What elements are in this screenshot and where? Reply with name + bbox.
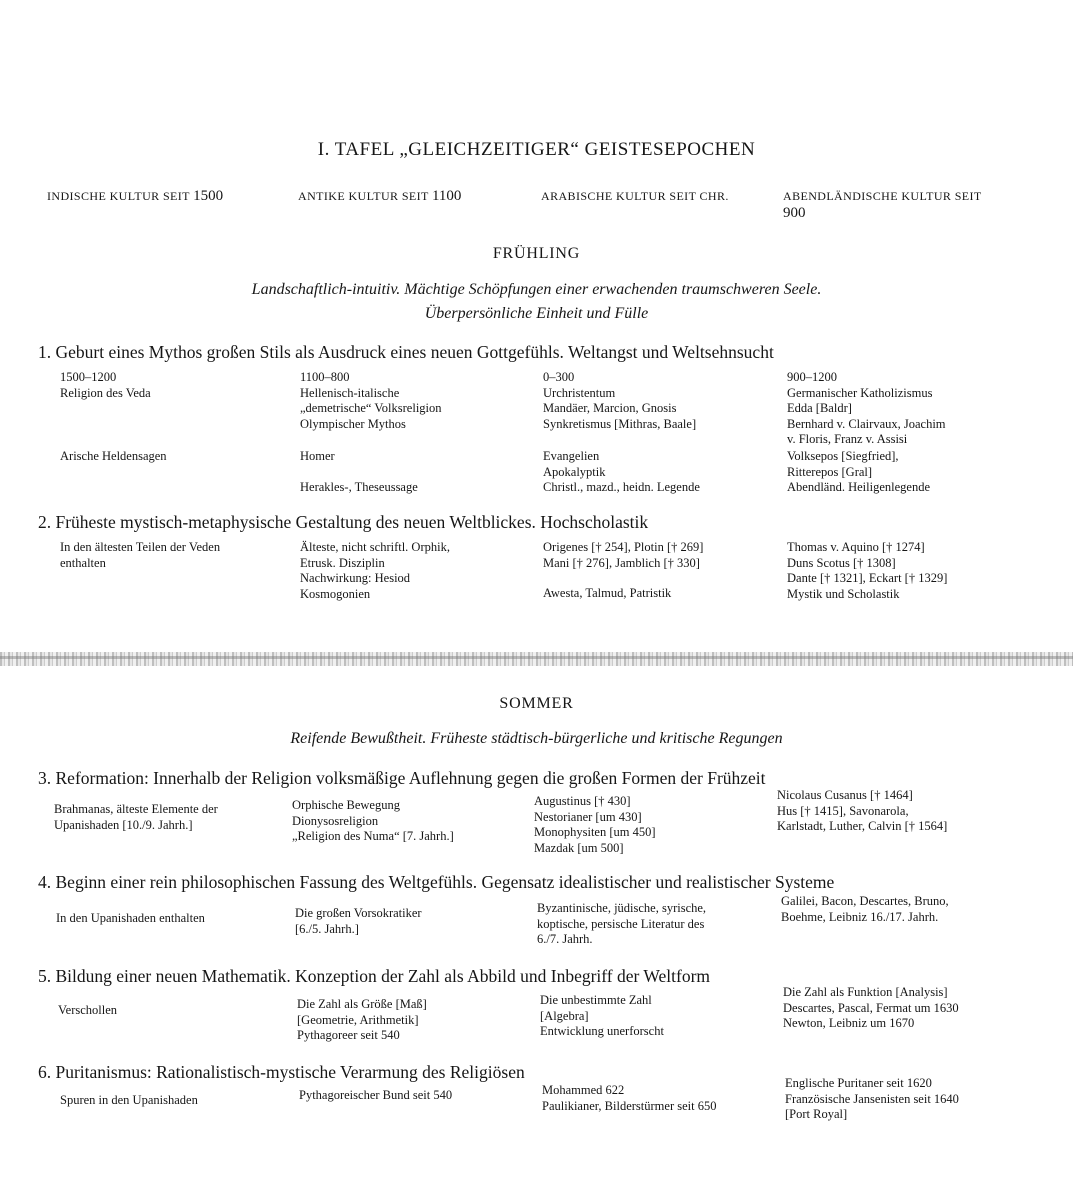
section-2-western: Thomas v. Aquino [† 1274] Duns Scotus [† 1308] Dante [† 1321], Eckart [† 1329] Mystik und Scholastik (787, 540, 948, 601)
table-title: I. TAFEL „GLEICHZEITIGER“ GEISTESEPOCHEN (317, 139, 756, 160)
section-6-indian: Spuren in den Upanishaden (60, 1093, 198, 1107)
culture-header-western (783, 188, 983, 222)
culture-header-antique (298, 188, 461, 205)
culture-year: 1500 (193, 188, 224, 204)
culture-header-arabic (541, 188, 729, 205)
section-4-arabic: Byzantinische, jüdische, syrische, koptische, persische Literatur des 6./7. Jahrh. (537, 901, 707, 946)
section-3-antique: Orphische Bewegung Dionysosreligion „Religion des Numa“ [7. Jahrh.] (292, 798, 454, 843)
section-4-indian: In den Upanishaden enthalten (56, 911, 205, 925)
season-desc-spring-line1: Landschaftlich-intuitiv. Mächtige Schöpfungen einer erwachenden traumschweren Seele. (251, 281, 822, 298)
section-5-indian: Verschollen (58, 1003, 118, 1017)
section-1-indian-b: Arische Heldensagen (60, 449, 167, 463)
section-4-western: Galilei, Bacon, Descartes, Bruno, Boehme, Leibniz 16./17. Jahrh. (781, 894, 949, 924)
season-desc-spring-line2: Überpersönliche Einheit und Fülle (424, 305, 649, 322)
section-1-western: 900–1200 Germanischer Katholizismus Edda [Baldr] Bernhard v. Clairvaux, Joachim v. Floris, Franz v. Assisi (787, 370, 946, 446)
scan-divider-line (0, 656, 1073, 659)
section-2-antique: Älteste, nicht schriftl. Orphik, Etrusk. Disziplin Nachwirkung: Hesiod Kosmogonien (300, 540, 450, 601)
section-2-indian: In den ältesten Teilen der Veden enthalten (60, 540, 221, 570)
section-1-indian: 1500–1200 Religion des Veda (60, 370, 151, 400)
section-heading-2: 2. Früheste mystisch-metaphysische Gestaltung des neuen Weltblickes. Hochscholastik (38, 512, 649, 532)
section-heading-5: 5. Bildung einer neuen Mathematik. Konzeption der Zahl als Abbild und Inbegriff der Weltform (38, 966, 711, 986)
section-4-antique: Die großen Vorsokratiker [6./5. Jahrh.] (295, 906, 422, 936)
culture-label: ABENDLÄNDISCHE KULTUR SEIT (783, 189, 982, 203)
section-heading-4: 4. Beginn einer rein philosophischen Fassung des Weltgefühls. Gegensatz idealistischer und realistischer Systeme (38, 872, 835, 892)
section-1-arabic-b: Evangelien Apokalyptik Christl., mazd., heidn. Legende (543, 449, 700, 494)
section-3-indian: Brahmanas, älteste Elemente der Upanishaden [10./9. Jahrh.] (54, 802, 218, 832)
section-5-antique: Die Zahl als Größe [Maß] [Geometrie, Arithmetik] Pythagoreer seit 540 (297, 997, 427, 1042)
culture-year: 900 (783, 205, 806, 221)
scan-divider (0, 652, 1073, 666)
section-2-arabic-b: Awesta, Talmud, Patristik (543, 586, 672, 600)
section-3-arabic: Augustinus [† 430] Nestorianer [um 430] Monophysiten [um 450] Mazdak [um 500] (534, 794, 656, 855)
season-title-spring: FRÜHLING (492, 245, 581, 262)
section-3-western: Nicolaus Cusanus [† 1464] Hus [† 1415], Savonarola, Karlstadt, Luther, Calvin [† 1564] (777, 788, 948, 833)
culture-label: ARABISCHE KULTUR SEIT CHR. (541, 189, 729, 203)
culture-header-indian (47, 188, 223, 205)
section-5-western: Die Zahl als Funktion [Analysis] Descartes, Pascal, Fermat um 1630 Newton, Leibniz um 1670 (783, 985, 959, 1030)
season-title-summer: SOMMER (499, 695, 574, 712)
section-heading-3: 3. Reformation: Innerhalb der Religion volksmäßige Auflehnung gegen die großen Formen der Frühzeit (38, 768, 766, 788)
culture-year: 1100 (431, 188, 462, 204)
section-1-arabic: 0–300 Urchristentum Mandäer, Marcion, Gnosis Synkretismus [Mithras, Baale] (543, 370, 697, 431)
section-1-antique-c: Herakles-, Theseussage (300, 480, 418, 494)
section-heading-6: 6. Puritanismus: Rationalistisch-mystische Verarmung des Religiösen (38, 1062, 525, 1082)
section-heading-1: 1. Geburt eines Mythos großen Stils als Ausdruck eines neuen Gottgefühls. Weltangst und Weltsehnsucht (38, 342, 774, 362)
culture-label: INDISCHE KULTUR SEIT (47, 189, 190, 203)
culture-label: ANTIKE KULTUR SEIT (298, 189, 429, 203)
section-5-arabic: Die unbestimmte Zahl [Algebra] Entwicklung unerforscht (540, 993, 664, 1038)
section-1-western-b: Volksepos [Siegfried], Ritterepos [Gral] Abendländ. Heiligenlegende (787, 449, 931, 494)
section-6-antique: Pythagoreischer Bund seit 540 (299, 1088, 453, 1102)
section-2-arabic: Origenes [† 254], Plotin [† 269] Mani [† 276], Jamblich [† 330] (543, 540, 704, 570)
season-desc-summer: Reifende Bewußtheit. Früheste städtisch-bürgerliche und kritische Regungen (290, 730, 783, 747)
section-1-antique: 1100–800 Hellenisch-italische „demetrische“ Volksreligion Olympischer Mythos (300, 370, 442, 431)
section-6-western: Englische Puritaner seit 1620 Französische Jansenisten seit 1640 [Port Royal] (785, 1076, 959, 1121)
section-1-antique-b: Homer (300, 449, 335, 463)
section-6-arabic: Mohammed 622 Paulikianer, Bilderstürmer seit 650 (542, 1083, 717, 1113)
